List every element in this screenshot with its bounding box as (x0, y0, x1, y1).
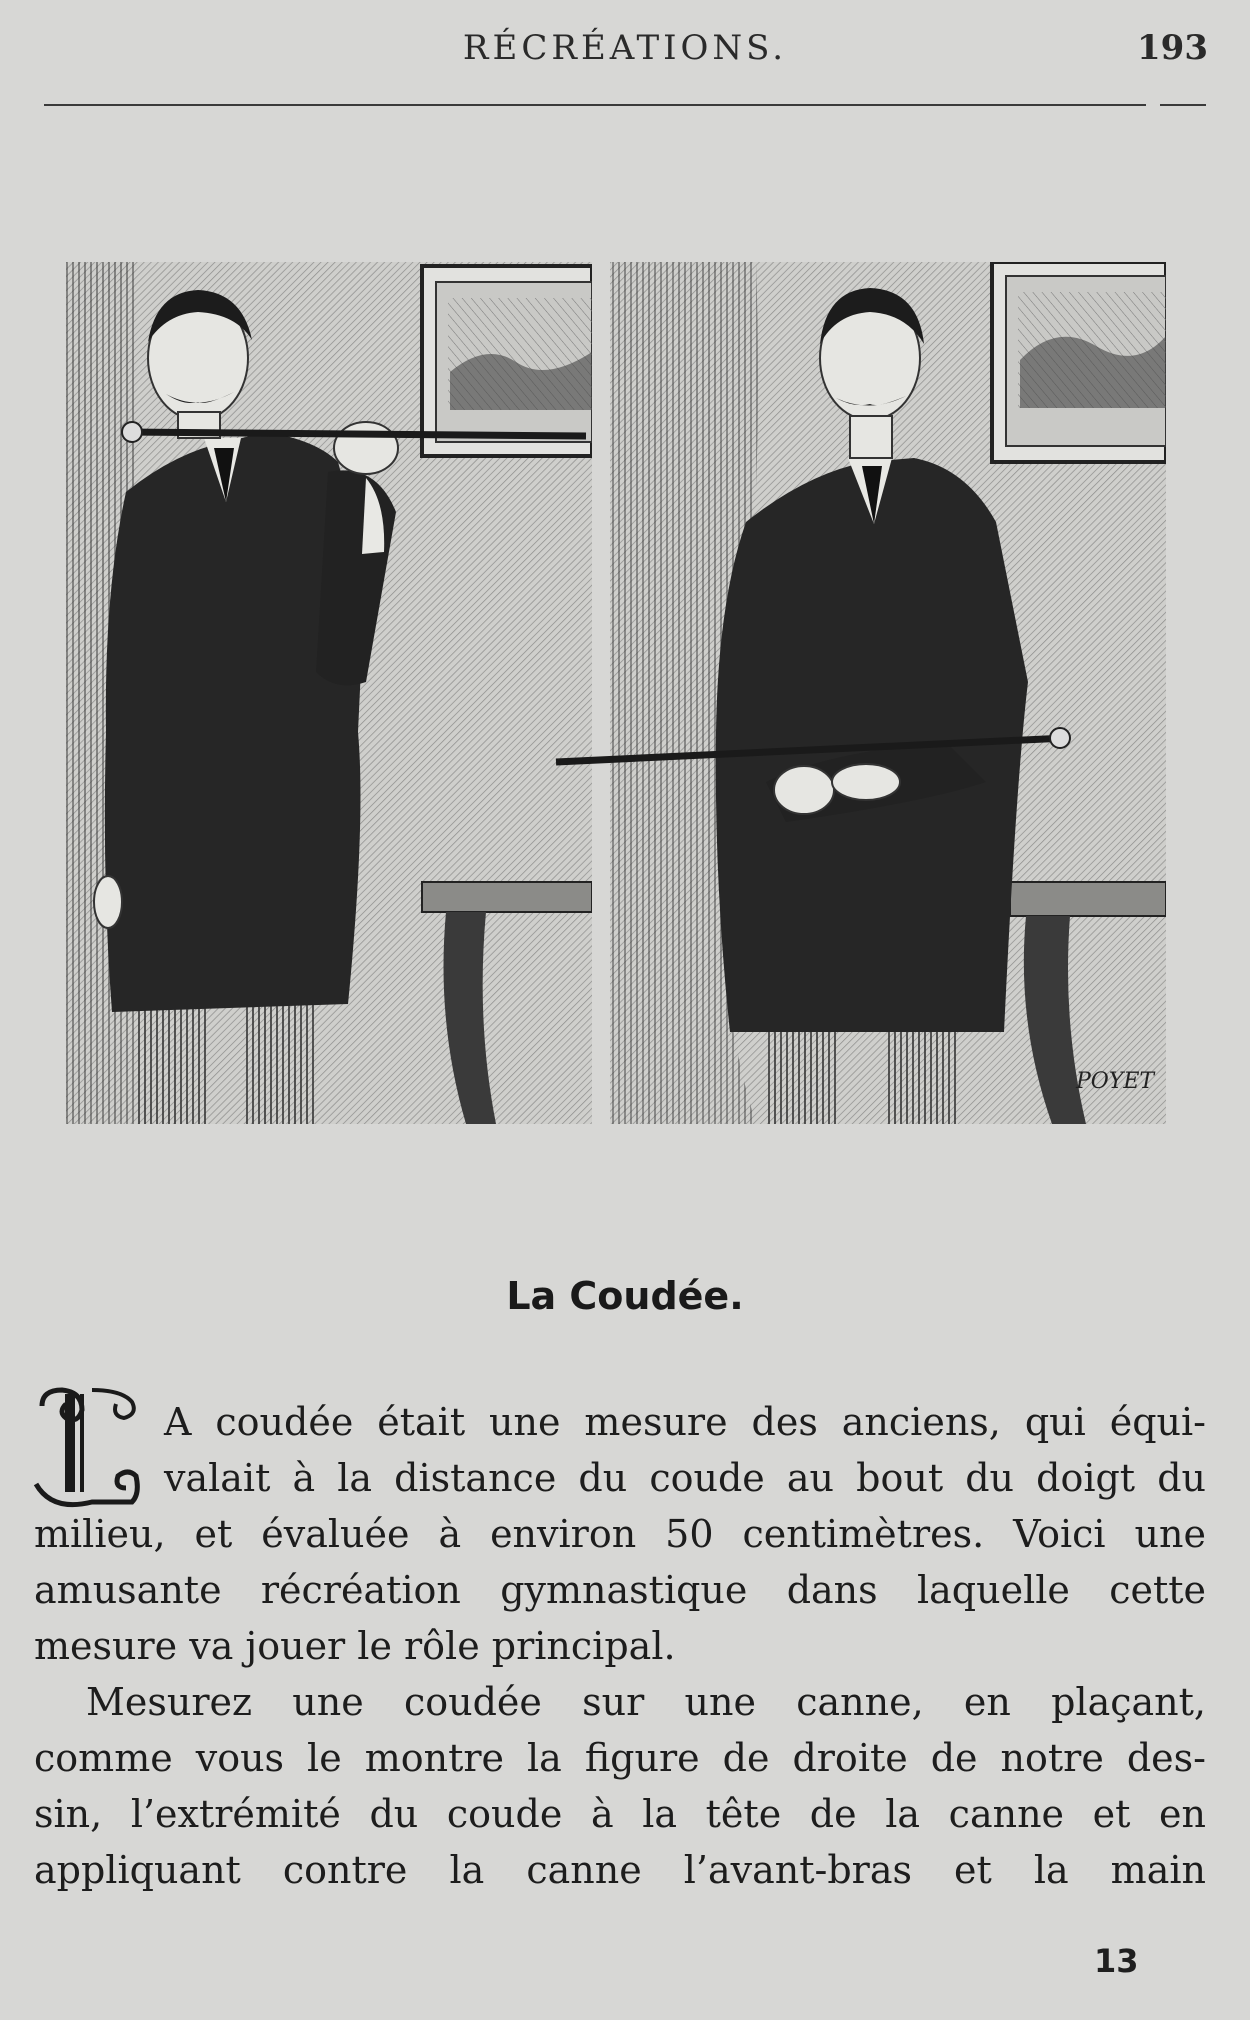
running-title: RÉCRÉATIONS. (462, 28, 788, 68)
paragraph-1-smallcap: A (164, 1400, 192, 1444)
paragraph-2-line-3: sin, l’extrémité du coude à la tête de la canne et en (34, 1792, 1206, 1836)
paragraph-2 (34, 1674, 1206, 1898)
header-rule-short (1160, 104, 1206, 106)
paragraph-1-line-1-tail: coudée était une mesure des anciens, qui équi- (191, 1400, 1206, 1444)
wall-picture-right (992, 262, 1166, 462)
header-rule (44, 104, 1146, 106)
section-title: La Coudée. (506, 1274, 744, 1318)
running-head (0, 28, 1250, 68)
paragraph-2-line-4: appliquant contre la canne l’avant-bras et la main (34, 1848, 1206, 1892)
paragraph-2-line-1: Mesurez une coudée sur une canne, en plaçant, (86, 1680, 1206, 1724)
artist-signature: POYET (1076, 1069, 1155, 1094)
paragraph-1-line-2: valait à la distance du coude au bout du doigt du (164, 1456, 1206, 1500)
paragraph-1 (34, 1394, 1206, 1674)
paragraph-1-line-1 (34, 1394, 1206, 1450)
paragraph-1-line-4: amusante récréation gymnastique dans laquelle cette (34, 1568, 1206, 1612)
paragraph-2-line-2: comme vous le montre la figure de droite de notre des- (34, 1736, 1206, 1780)
right-panel (556, 262, 1166, 1124)
engraving-illustration (66, 262, 1166, 1124)
signature-mark: 13 (1094, 1942, 1139, 1980)
paragraph-1-line-5: mesure va jouer le rôle principal. (34, 1624, 676, 1668)
left-panel (66, 262, 592, 1124)
wall-picture-left (422, 266, 592, 456)
paragraph-1-line-3: milieu, et évaluée à environ 50 centimètres. Voici une (34, 1512, 1206, 1556)
page-number: 193 (1137, 28, 1208, 68)
